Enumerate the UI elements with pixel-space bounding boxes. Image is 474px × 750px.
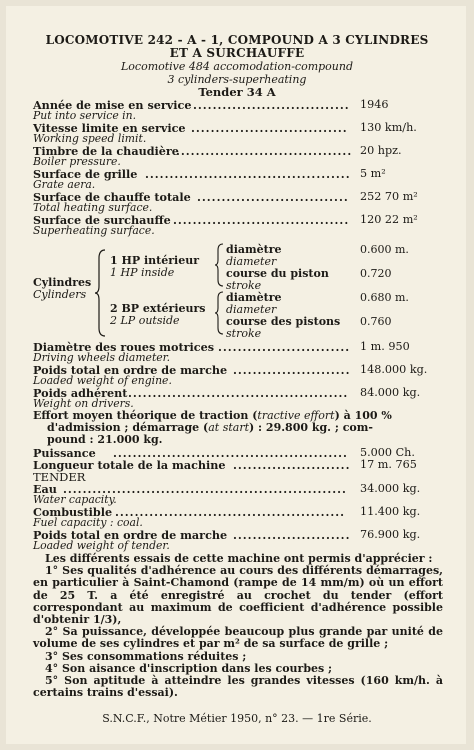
- spec-row: Longueur totale de la machine ........................ 17 m. 765: [33, 458, 417, 472]
- hp-brace: [215, 242, 225, 288]
- spec-row: Poids adhérent ............................................. 84.000 kg.: [33, 386, 421, 400]
- spec-row: Puissance ................................................ 5.000 Ch.: [33, 446, 415, 460]
- bp-diam: diamètre: [226, 291, 282, 304]
- spec-row: Combustible ............................................... 11.400 kg.: [33, 505, 421, 519]
- cylinders-brace: [95, 248, 107, 338]
- effort-line-1: Effort moyen théorique de traction (tractive effort) à 100 %: [33, 409, 392, 422]
- spec-translation: Grate aera.: [33, 178, 96, 191]
- bp-diam-value: 0.680 m.: [360, 291, 409, 304]
- bp-diam-en: diameter: [226, 303, 277, 316]
- trial-point-3: 3° Ses consommations réduites ;: [45, 649, 247, 663]
- trials-text: [33, 553, 443, 699]
- spec-translation: Boiler pressure.: [33, 155, 121, 168]
- hp-stroke-value: 0.720: [360, 267, 392, 280]
- hp-diam-value: 0.600 m.: [360, 243, 409, 256]
- trial-point-5: 5° Son aptitude à atteindre les grandes vitesses (160 km/h. à certains trains d'essai).: [33, 674, 443, 700]
- spec-translation: Put into service in.: [33, 109, 137, 122]
- bp-stroke-en: stroke: [226, 327, 262, 340]
- spec-translation: Superheating surface.: [33, 224, 155, 237]
- hp-diam-en: diameter: [226, 255, 277, 268]
- spec-row: Poids total en ordre de marche ........................ 148.000 kg.: [33, 363, 428, 377]
- spec-translation: Driving wheels diameter.: [33, 351, 171, 364]
- tender-model: Tender 34 A: [198, 85, 276, 99]
- hp-cylinder: 1 HP intérieur: [110, 254, 199, 267]
- spec-translation: Loaded weight of engine.: [33, 374, 172, 387]
- subtitle-en-2: 3 cylinders-superheating: [167, 73, 307, 86]
- spec-translation: Weight on drivers.: [33, 397, 134, 410]
- spec-row: Surface de grille .......................................... 5 m²: [33, 167, 386, 181]
- footer-source: S.N.C.F., Notre Métier 1950, n° 23. — 1re Série.: [102, 712, 372, 725]
- spec-row: Vitesse limite en service ................................ 130 km/h.: [33, 121, 417, 135]
- hp-cylinder-en: 1 HP inside: [110, 266, 175, 279]
- spec-row: Eau .......................................................... 34.000 kg.: [33, 482, 421, 496]
- hp-diam: diamètre: [226, 243, 282, 256]
- spec-translation: Total heating surface.: [33, 201, 153, 214]
- bp-stroke: course des pistons: [226, 315, 341, 328]
- trial-point-2: 2° Sa puissance, développée beaucoup plus grande par unité de volume de ses cylindres et par m² de sa surface de grille ;: [33, 625, 443, 651]
- spec-translation: Fuel capacity : coal.: [33, 516, 143, 529]
- spec-row: Diamètre des roues motrices ........................... 1 m. 950: [33, 340, 410, 354]
- hp-stroke: course du piston: [226, 267, 329, 280]
- spec-row: Surface de chauffe totale ............................... 252 70 m²: [33, 190, 418, 204]
- bp-cylinder: 2 BP extérieurs: [110, 302, 206, 315]
- trial-point-4: 4° Son aisance d'inscription dans les courbes ;: [45, 661, 333, 675]
- title-line-1: LOCOMOTIVE 242 - A - 1, COMPOUND A 3 CYLINDRES: [45, 33, 429, 47]
- spec-row: Timbre de la chaudière .................................... 20 hpz.: [33, 144, 402, 158]
- spec-row: Poids total en ordre de marche ........................ 76.900 kg.: [33, 528, 421, 542]
- spec-translation: Loaded weight of tender.: [33, 539, 170, 552]
- spec-row: Surface de surchauffe .................................... 120 22 m²: [33, 213, 418, 227]
- tender-heading: TENDER: [33, 470, 86, 484]
- effort-line-3: pound : 21.000 kg.: [47, 433, 163, 446]
- effort-line-2: d'admission ; démarrage (at start) : 29.800 kg. ; com-: [47, 421, 373, 434]
- spec-translation: Water capacity.: [33, 493, 117, 506]
- bp-cylinder-en: 2 LP outside: [110, 314, 180, 327]
- trials-intro: Les différents essais de cette machine ont permis d'apprécier :: [45, 552, 433, 565]
- bp-brace: [215, 290, 225, 336]
- trial-point-1: 1° Ses qualités d'adhérence au cours des différents démarrages, en particulier à Saint-Chamond (rampe de 14 mm/m) où un effort de 25 T. a été enregistré au crochet du tender (effort correspondant au maximum de coefficient d'adhérence possible d'obtenir 1/3),: [33, 564, 443, 627]
- cylinders-label-en: Cylinders: [33, 288, 87, 301]
- subtitle-en-1: Locomotive 484 accomodation-compound: [120, 60, 354, 73]
- cylinders-label: Cylindres: [33, 276, 92, 289]
- spec-row: Année de mise en service ................................ 1946: [33, 98, 389, 112]
- title-line-2: ET A SURCHAUFFE: [169, 46, 305, 60]
- bp-stroke-value: 0.760: [360, 315, 392, 328]
- hp-stroke-en: stroke: [226, 279, 262, 292]
- spec-translation: Working speed limit.: [33, 132, 147, 145]
